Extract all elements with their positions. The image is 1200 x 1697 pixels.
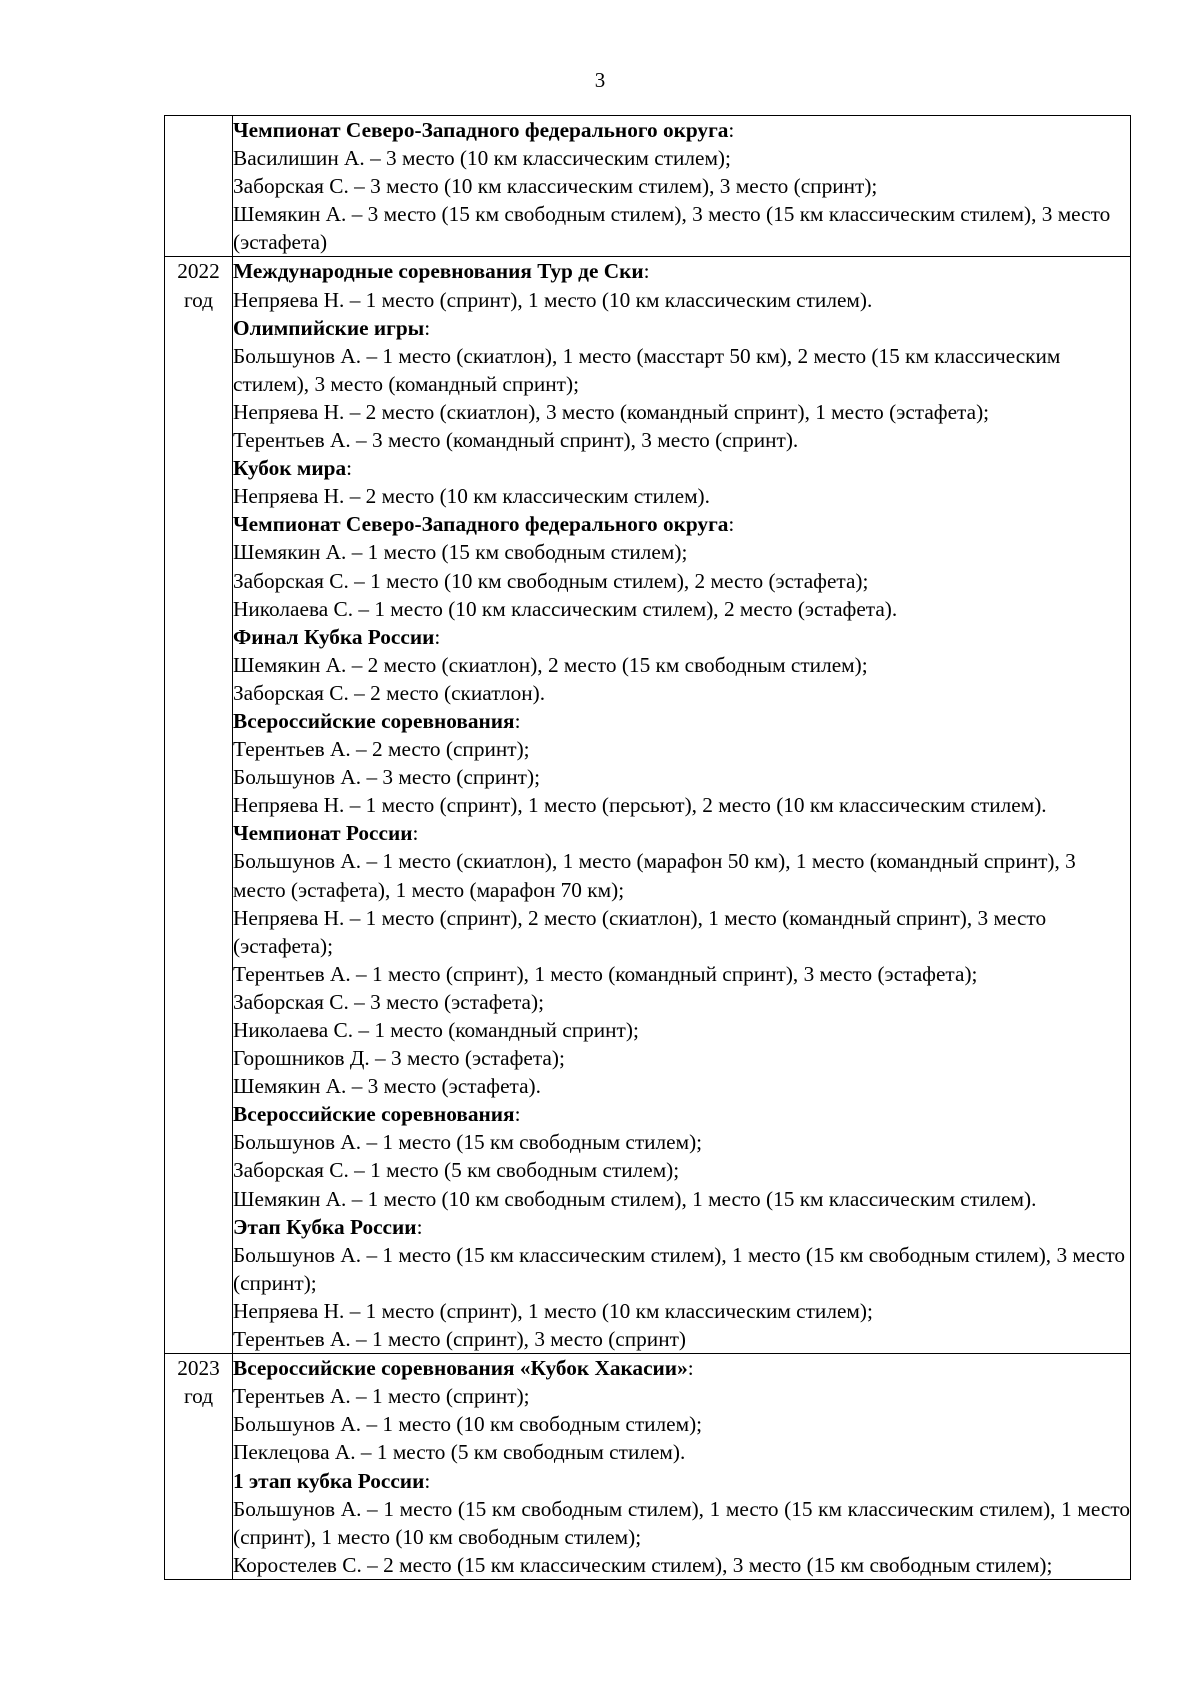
year-cell: [165, 257, 233, 1354]
table-row: [165, 1354, 1131, 1580]
year-suffix: год: [183, 1384, 214, 1409]
results-table-body: [165, 116, 1131, 1580]
heading-colon: :: [687, 1356, 694, 1381]
heading-colon: :: [514, 708, 521, 733]
competition-title: Чемпионат Северо-Западного федерального округа: [233, 118, 729, 142]
result-entry: Шемякин А. – 3 место (15 км свободным стилем), 3 место (15 км классическим стилем), 3 место (эстафета): [233, 202, 1111, 255]
heading-colon: :: [434, 624, 441, 649]
result-entry: Шемякин А. – 1 место (15 км свободным стилем);: [233, 540, 688, 565]
competition-heading: [233, 257, 1130, 285]
competition-heading: [233, 1213, 1130, 1241]
result-entry: Большунов А. – 1 место (10 км свободным стилем);: [233, 1412, 703, 1437]
competition-heading: [233, 1467, 1130, 1495]
result-entry: Непряева Н. – 1 место (спринт), 1 место (10 км классическим стилем);: [233, 1298, 873, 1323]
result-entry: Шемякин А. – 2 место (скиатлон), 2 место (15 км свободным стилем);: [233, 652, 868, 677]
competition-heading: [233, 819, 1130, 847]
competition-title: Чемпионат Северо-Западного федерального округа: [233, 512, 729, 537]
year-cell: [165, 1354, 233, 1580]
competition-title: Всероссийские соревнования: [233, 1102, 515, 1127]
result-entry: Непряева Н. – 1 место (спринт), 1 место (персьют), 2 место (10 км классическим стилем).: [233, 793, 1047, 818]
heading-colon: :: [643, 259, 650, 284]
result-entry: Шемякин А. – 3 место (эстафета).: [233, 1074, 541, 1099]
result-entry: Пеклецова А. – 1 место (5 км свободным стилем).: [233, 1440, 686, 1465]
results-table: [164, 115, 1131, 1580]
competition-title: Чемпионат России: [233, 821, 413, 846]
result-entry: Большунов А. – 1 место (15 км свободным стилем), 1 место (15 км классическим стилем), 1 место (спринт), 1 место (10 км свободным стилем);: [233, 1496, 1130, 1549]
result-entry: Василишин А. – 3 место (10 км классическим стилем);: [233, 146, 731, 171]
result-entry: Николаева С. – 1 место (командный спринт);: [233, 1018, 639, 1042]
result-entry: Непряева Н. – 1 место (спринт), 1 место (10 км классическим стилем).: [233, 287, 873, 312]
competition-title: Кубок мира: [233, 456, 347, 481]
competition-heading: [233, 314, 1130, 342]
heading-colon: :: [728, 118, 735, 142]
competition-title: Всероссийские соревнования «Кубок Хакасии»: [233, 1356, 688, 1381]
competition-heading: [233, 510, 1130, 538]
result-entry: Заборская С. – 2 место (скиатлон).: [233, 680, 546, 705]
heading-colon: :: [346, 456, 353, 481]
year-cell: [165, 116, 233, 257]
year-suffix: год: [183, 287, 214, 312]
result-entry: Большунов А. – 3 место (спринт);: [233, 765, 540, 790]
results-cell: [233, 257, 1131, 1354]
result-entry: Заборская С. – 1 место (5 км свободным стилем);: [233, 1158, 680, 1183]
competition-heading: [233, 454, 1130, 482]
result-entry: Терентьев А. – 1 место (спринт);: [233, 1384, 530, 1409]
competition-title: Всероссийские соревнования: [233, 708, 515, 733]
result-entry: Терентьев А. – 1 место (спринт), 1 место (командный спринт), 3 место (эстафета);: [233, 961, 978, 986]
heading-colon: :: [416, 1214, 423, 1239]
competition-heading: [233, 1100, 1130, 1128]
heading-colon: :: [424, 1468, 431, 1493]
competition-heading: [233, 1354, 1130, 1382]
heading-colon: :: [514, 1102, 521, 1127]
result-entry: Большунов А. – 1 место (15 км свободным стилем);: [233, 1130, 703, 1155]
competition-heading: [233, 116, 1130, 144]
result-entry: Заборская С. – 3 место (эстафета);: [233, 989, 544, 1014]
result-entry: Коростелев С. – 2 место (15 км классическим стилем), 3 место (15 км свободным стилем);: [233, 1552, 1053, 1577]
result-entry: Николаева С. – 1 место (10 км классическим стилем), 2 место (эстафета).: [233, 596, 898, 621]
competition-title: Международные соревнования Тур де Ски: [233, 259, 644, 284]
competition-title: Финал Кубка России: [233, 624, 435, 649]
competition-heading: [233, 707, 1130, 735]
competition-heading: [233, 623, 1130, 651]
result-entry: Непряева Н. – 1 место (спринт), 2 место (скиатлон), 1 место (командный спринт), 3 место (эстафета);: [233, 905, 1047, 958]
results-cell: [233, 116, 1131, 257]
page-number: 3: [594, 68, 606, 92]
results-cell: [233, 1354, 1131, 1580]
result-entry: Большунов А. – 1 место (скиатлон), 1 место (марафон 50 км), 1 место (командный спринт), 3 место (эстафета), 1 место (марафон 70 км);: [233, 849, 1076, 902]
result-entry: Терентьев А. – 2 место (спринт);: [233, 737, 530, 762]
result-entry: Терентьев А. – 3 место (командный спринт), 3 место (спринт).: [233, 428, 799, 453]
year-value: 2022: [177, 259, 220, 284]
result-entry: Большунов А. – 1 место (15 км классическим стилем), 1 место (15 км свободным стилем), 3 место (спринт);: [233, 1242, 1126, 1295]
result-entry: Непряева Н. – 2 место (скиатлон), 3 место (командный спринт), 1 место (эстафета);: [233, 399, 990, 424]
competition-title: Этап Кубка России: [233, 1214, 417, 1239]
result-entry: Большунов А. – 1 место (скиатлон), 1 место (масстарт 50 км), 2 место (15 км классическим стилем), 3 место (командный спринт);: [233, 343, 1061, 396]
competition-title: Олимпийские игры: [233, 315, 425, 340]
result-entry: Горошников Д. – 3 место (эстафета);: [233, 1046, 565, 1071]
heading-colon: :: [424, 315, 431, 340]
heading-colon: :: [728, 512, 735, 537]
result-entry: Заборская С. – 1 место (10 км свободным стилем), 2 место (эстафета);: [233, 568, 869, 593]
competition-title: 1 этап кубка России: [233, 1468, 425, 1493]
result-entry: Заборская С. – 3 место (10 км классическим стилем), 3 место (спринт);: [233, 174, 878, 199]
result-entry: Непряева Н. – 2 место (10 км классическим стилем).: [233, 484, 710, 509]
result-entry: Терентьев А. – 1 место (спринт), 3 место (спринт): [233, 1327, 686, 1352]
heading-colon: :: [412, 821, 419, 846]
year-value: 2023: [177, 1356, 220, 1381]
table-row: [165, 257, 1131, 1354]
table-row: [165, 116, 1131, 257]
result-entry: Шемякин А. – 1 место (10 км свободным стилем), 1 место (15 км классическим стилем).: [233, 1186, 1037, 1211]
